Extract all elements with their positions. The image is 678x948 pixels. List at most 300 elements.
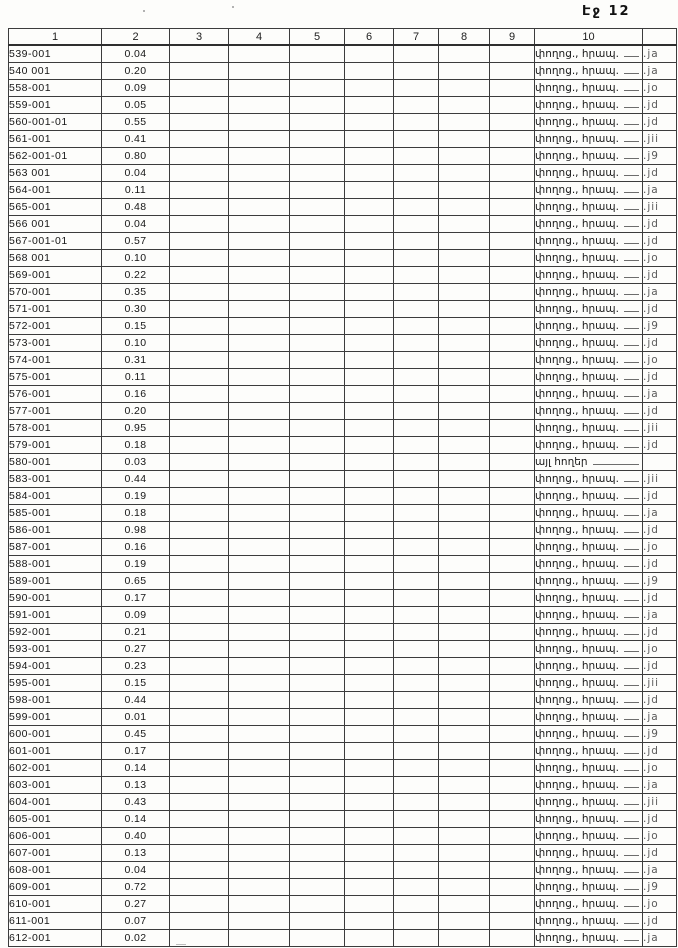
empty-cell (345, 284, 394, 301)
empty-cell (290, 794, 345, 811)
table-row (9, 403, 677, 420)
empty-cell (345, 148, 394, 165)
empty-cell (490, 845, 535, 862)
empty-cell (394, 624, 439, 641)
empty-cell (439, 216, 490, 233)
parcel-code-cell: 593-001 (9, 641, 102, 658)
empty-cell (170, 505, 229, 522)
empty-cell (490, 199, 535, 216)
parcel-code-cell: 584-001 (9, 488, 102, 505)
empty-cell (394, 590, 439, 607)
table-row (9, 369, 677, 386)
land-use-cell (535, 522, 643, 539)
land-use-cell (535, 896, 643, 913)
margin-handwritten-mark: .j9 (643, 318, 677, 335)
empty-cell (394, 913, 439, 930)
empty-cell (345, 97, 394, 114)
empty-cell (439, 148, 490, 165)
parcel-code-cell: 600-001 (9, 726, 102, 743)
empty-cell (490, 862, 535, 879)
margin-handwritten-mark: .ja (643, 505, 677, 522)
parcel-code-cell: 606-001 (9, 828, 102, 845)
parcel-code-cell: 540 001 (9, 63, 102, 80)
empty-cell (345, 828, 394, 845)
area-value-cell: 0.44 (102, 471, 170, 488)
empty-cell (490, 335, 535, 352)
area-value-cell: 0.20 (102, 403, 170, 420)
empty-cell (170, 386, 229, 403)
empty-cell (490, 794, 535, 811)
area-value-cell: 0.05 (102, 97, 170, 114)
empty-cell (229, 658, 290, 675)
empty-cell (170, 420, 229, 437)
empty-cell (290, 658, 345, 675)
parcel-code-cell: 609-001 (9, 879, 102, 896)
land-use-cell (535, 131, 643, 148)
land-use-text: փողոց., հրապ. (535, 779, 619, 791)
empty-cell (170, 45, 229, 63)
margin-handwritten-mark: .ja (643, 709, 677, 726)
margin-handwritten-mark: .jo (643, 641, 677, 658)
parcel-code-cell: 610-001 (9, 896, 102, 913)
land-use-text: փողոց., հրապ. (535, 218, 619, 230)
empty-cell (345, 896, 394, 913)
empty-cell (290, 913, 345, 930)
empty-cell (490, 590, 535, 607)
empty-cell (394, 743, 439, 760)
area-value-cell: 0.15 (102, 318, 170, 335)
empty-cell (345, 216, 394, 233)
empty-cell (439, 828, 490, 845)
column-header-1: 1 (9, 29, 102, 46)
empty-cell (229, 760, 290, 777)
table-row (9, 45, 677, 63)
land-use-text: փողոց., հրապ. (535, 320, 619, 332)
empty-cell (490, 454, 535, 471)
table-row (9, 879, 677, 896)
empty-cell (394, 97, 439, 114)
empty-cell (229, 199, 290, 216)
margin-handwritten-mark: .jo (643, 896, 677, 913)
empty-cell (290, 777, 345, 794)
empty-cell (345, 454, 394, 471)
land-use-text: փողոց., հրապ. (535, 592, 619, 604)
parcel-code-cell: 576-001 (9, 386, 102, 403)
land-use-text: փողոց., հրապ. (535, 847, 619, 859)
empty-cell (170, 182, 229, 199)
empty-cell (290, 301, 345, 318)
land-use-cell (535, 471, 643, 488)
empty-cell (229, 743, 290, 760)
empty-cell (345, 199, 394, 216)
area-value-cell: 0.16 (102, 386, 170, 403)
empty-cell (439, 403, 490, 420)
empty-cell (345, 743, 394, 760)
empty-cell (439, 318, 490, 335)
empty-cell (290, 318, 345, 335)
empty-cell (170, 709, 229, 726)
area-value-cell: 0.02 (102, 930, 170, 947)
empty-cell (290, 199, 345, 216)
area-value-cell: 0.43 (102, 794, 170, 811)
area-value-cell: 0.55 (102, 114, 170, 131)
empty-cell (490, 879, 535, 896)
area-value-cell: 0.03 (102, 454, 170, 471)
empty-cell (439, 709, 490, 726)
empty-cell (439, 437, 490, 454)
empty-cell (394, 45, 439, 63)
land-use-cell (535, 216, 643, 233)
land-use-cell (535, 437, 643, 454)
empty-cell (170, 743, 229, 760)
margin-handwritten-mark: .ja (643, 862, 677, 879)
empty-cell (394, 488, 439, 505)
table-row (9, 216, 677, 233)
area-value-cell: 0.04 (102, 216, 170, 233)
table-row (9, 437, 677, 454)
land-use-cell (535, 505, 643, 522)
parcel-code-cell: 592-001 (9, 624, 102, 641)
table-row (9, 658, 677, 675)
empty-cell (490, 777, 535, 794)
scan-artifact-dot (232, 6, 234, 8)
margin-handwritten-mark: .jd (643, 743, 677, 760)
empty-cell (290, 624, 345, 641)
empty-cell (170, 131, 229, 148)
empty-cell (394, 658, 439, 675)
empty-cell (394, 471, 439, 488)
table-row (9, 930, 677, 947)
empty-cell (290, 386, 345, 403)
empty-cell (439, 267, 490, 284)
land-use-cell (535, 845, 643, 862)
empty-cell (439, 505, 490, 522)
area-value-cell: 0.09 (102, 80, 170, 97)
land-parcel-table (8, 28, 677, 947)
empty-cell (290, 63, 345, 80)
land-use-text: փողոց., հրապ. (535, 337, 619, 349)
land-use-text: փողոց., հրապ. (535, 133, 619, 145)
empty-cell (345, 726, 394, 743)
area-value-cell: 0.17 (102, 590, 170, 607)
empty-cell (439, 743, 490, 760)
table-row (9, 352, 677, 369)
area-value-cell: 0.10 (102, 335, 170, 352)
table-row (9, 573, 677, 590)
empty-cell (229, 641, 290, 658)
area-value-cell: 0.44 (102, 692, 170, 709)
empty-cell (345, 777, 394, 794)
parcel-code-cell: 565-001 (9, 199, 102, 216)
land-use-text: փողոց., հրապ. (535, 303, 619, 315)
empty-cell (229, 233, 290, 250)
land-use-cell (535, 794, 643, 811)
parcel-code-cell: 573-001 (9, 335, 102, 352)
empty-cell (170, 590, 229, 607)
empty-cell (170, 607, 229, 624)
empty-cell (290, 573, 345, 590)
margin-handwritten-mark: .jo (643, 352, 677, 369)
empty-cell (229, 896, 290, 913)
empty-cell (290, 454, 345, 471)
empty-cell (439, 675, 490, 692)
empty-cell (229, 709, 290, 726)
header-row (9, 29, 677, 46)
empty-cell (439, 199, 490, 216)
area-value-cell: 0.18 (102, 437, 170, 454)
empty-cell (439, 522, 490, 539)
empty-cell (229, 590, 290, 607)
empty-cell (229, 45, 290, 63)
column-header-5: 5 (290, 29, 345, 46)
parcel-code-cell: 568 001 (9, 250, 102, 267)
land-use-cell (535, 913, 643, 930)
parcel-code-cell: 605-001 (9, 811, 102, 828)
empty-cell (229, 284, 290, 301)
parcel-code-cell: 602-001 (9, 760, 102, 777)
empty-cell (345, 386, 394, 403)
empty-cell (394, 165, 439, 182)
land-use-text: փողոց., հրապ. (535, 201, 619, 213)
empty-cell (490, 114, 535, 131)
empty-cell (345, 352, 394, 369)
empty-cell (439, 641, 490, 658)
empty-cell (490, 896, 535, 913)
empty-cell (345, 45, 394, 63)
margin-handwritten-mark: .jd (643, 301, 677, 318)
empty-cell (394, 828, 439, 845)
empty-cell (490, 692, 535, 709)
area-value-cell: 0.35 (102, 284, 170, 301)
empty-cell (439, 233, 490, 250)
empty-cell (490, 45, 535, 63)
empty-cell (439, 590, 490, 607)
land-use-cell (535, 63, 643, 80)
empty-cell (490, 488, 535, 505)
empty-cell (439, 63, 490, 80)
empty-cell (170, 828, 229, 845)
column-header-9: 9 (490, 29, 535, 46)
empty-cell (345, 182, 394, 199)
empty-cell (229, 403, 290, 420)
empty-cell (394, 216, 439, 233)
parcel-code-cell: 569-001 (9, 267, 102, 284)
empty-cell (394, 284, 439, 301)
land-use-text: փողոց., հրապ. (535, 99, 619, 111)
parcel-code-cell: 594-001 (9, 658, 102, 675)
land-use-text: փողոց., հրապ. (535, 558, 619, 570)
empty-cell (394, 862, 439, 879)
empty-cell (345, 624, 394, 641)
empty-cell (394, 420, 439, 437)
parcel-code-cell: 560-001-01 (9, 114, 102, 131)
page-number-label: Էջ 12 (582, 4, 631, 19)
parcel-code-cell: 585-001 (9, 505, 102, 522)
area-value-cell: 0.72 (102, 879, 170, 896)
column-header-8: 8 (439, 29, 490, 46)
empty-cell (439, 386, 490, 403)
empty-cell (394, 148, 439, 165)
empty-cell (490, 63, 535, 80)
margin-handwritten-mark: .jii (643, 420, 677, 437)
empty-cell (394, 80, 439, 97)
empty-cell (170, 675, 229, 692)
margin-handwritten-mark: .ja (643, 607, 677, 624)
empty-cell (290, 522, 345, 539)
empty-cell (170, 641, 229, 658)
empty-cell (345, 471, 394, 488)
empty-cell (394, 709, 439, 726)
empty-cell (229, 539, 290, 556)
land-use-cell (535, 182, 643, 199)
table-row (9, 777, 677, 794)
land-use-cell (535, 335, 643, 352)
parcel-code-cell: 601-001 (9, 743, 102, 760)
empty-cell (394, 114, 439, 131)
area-value-cell: 0.10 (102, 250, 170, 267)
margin-handwritten-mark: .jo (643, 760, 677, 777)
empty-cell (290, 692, 345, 709)
table-body (9, 45, 677, 947)
empty-cell (345, 488, 394, 505)
parcel-code-cell: 574-001 (9, 352, 102, 369)
empty-cell (229, 267, 290, 284)
empty-cell (290, 80, 345, 97)
area-value-cell: 0.14 (102, 760, 170, 777)
margin-handwritten-mark: .ja (643, 777, 677, 794)
empty-cell (394, 301, 439, 318)
empty-cell (229, 777, 290, 794)
empty-cell (490, 352, 535, 369)
empty-cell (290, 45, 345, 63)
table-row (9, 471, 677, 488)
margin-handwritten-mark: .jd (643, 845, 677, 862)
area-value-cell: 0.01 (102, 709, 170, 726)
land-use-cell (535, 369, 643, 386)
margin-handwritten-mark: .jd (643, 488, 677, 505)
empty-cell (290, 250, 345, 267)
empty-cell (229, 148, 290, 165)
empty-cell (439, 913, 490, 930)
land-use-text: փողոց., հրապ. (535, 796, 619, 808)
parcel-code-cell: 571-001 (9, 301, 102, 318)
empty-cell (345, 335, 394, 352)
land-use-cell (535, 420, 643, 437)
area-value-cell: 0.27 (102, 896, 170, 913)
land-use-cell (535, 165, 643, 182)
empty-cell (394, 403, 439, 420)
empty-cell (394, 726, 439, 743)
empty-cell (490, 403, 535, 420)
empty-cell (170, 80, 229, 97)
land-use-cell (535, 726, 643, 743)
table-row (9, 420, 677, 437)
parcel-code-cell: 578-001 (9, 420, 102, 437)
empty-cell (394, 250, 439, 267)
empty-cell (439, 811, 490, 828)
area-value-cell: 0.19 (102, 488, 170, 505)
margin-header-spacer (643, 29, 677, 46)
land-use-text: փողոց., հրապ. (535, 286, 619, 298)
empty-cell (490, 250, 535, 267)
margin-handwritten-mark: .jo (643, 539, 677, 556)
land-use-cell (535, 403, 643, 420)
empty-cell (439, 97, 490, 114)
empty-cell (290, 471, 345, 488)
empty-cell (229, 80, 290, 97)
empty-cell (439, 114, 490, 131)
area-value-cell: 0.07 (102, 913, 170, 930)
area-value-cell: 0.48 (102, 199, 170, 216)
land-use-cell (535, 743, 643, 760)
land-use-text: փողոց., հրապ. (535, 439, 619, 451)
land-use-cell (535, 828, 643, 845)
empty-cell (439, 182, 490, 199)
empty-cell (394, 641, 439, 658)
empty-cell (345, 420, 394, 437)
empty-cell (394, 539, 439, 556)
empty-cell (229, 862, 290, 879)
empty-cell (229, 114, 290, 131)
area-value-cell: 0.13 (102, 845, 170, 862)
empty-cell (394, 182, 439, 199)
empty-cell (229, 522, 290, 539)
land-use-text: փողոց., հրապ. (535, 541, 619, 553)
empty-cell (439, 488, 490, 505)
empty-cell (170, 318, 229, 335)
land-use-text: փողոց., հրապ. (535, 48, 619, 60)
empty-cell (229, 828, 290, 845)
empty-cell (439, 284, 490, 301)
empty-cell (345, 301, 394, 318)
table-row (9, 386, 677, 403)
empty-cell (490, 913, 535, 930)
empty-cell (490, 658, 535, 675)
empty-cell (439, 80, 490, 97)
empty-cell (229, 250, 290, 267)
margin-handwritten-mark: .jo (643, 250, 677, 267)
area-value-cell: 0.18 (102, 505, 170, 522)
empty-cell (439, 658, 490, 675)
table-row (9, 454, 677, 471)
land-use-text: փողոց., հրապ. (535, 116, 619, 128)
margin-handwritten-mark: .j9 (643, 148, 677, 165)
empty-cell (229, 335, 290, 352)
land-use-cell (535, 590, 643, 607)
parcel-code-cell: 570-001 (9, 284, 102, 301)
empty-cell (490, 284, 535, 301)
column-header-4: 4 (229, 29, 290, 46)
empty-cell (290, 148, 345, 165)
empty-cell (290, 709, 345, 726)
margin-handwritten-mark: .jd (643, 335, 677, 352)
empty-cell (290, 488, 345, 505)
empty-cell (345, 760, 394, 777)
empty-cell (229, 913, 290, 930)
area-value-cell: 0.30 (102, 301, 170, 318)
empty-cell (394, 318, 439, 335)
empty-cell (229, 624, 290, 641)
empty-cell (170, 165, 229, 182)
parcel-code-cell: 598-001 (9, 692, 102, 709)
table-row (9, 675, 677, 692)
land-use-cell (535, 386, 643, 403)
margin-handwritten-mark: .j9 (643, 879, 677, 896)
empty-cell (345, 522, 394, 539)
empty-cell (229, 692, 290, 709)
land-use-cell (535, 607, 643, 624)
table-row (9, 182, 677, 199)
